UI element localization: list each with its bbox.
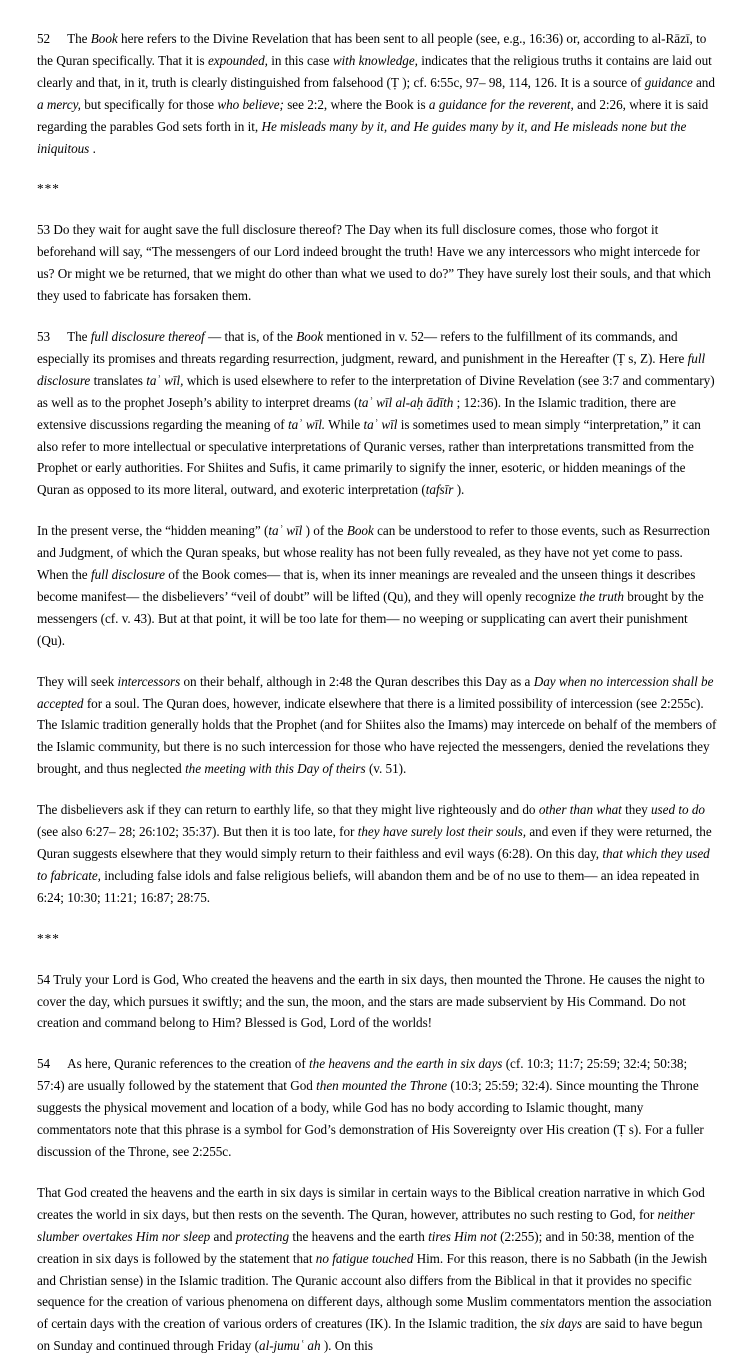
commentary-entry: 52 The Book here refers to the Divine Revelation that has been sent to all people (see, e.g., 16:36) or, according to al-Rāzī, to the Quran specifically. That it is expounded, in this case with knowledge, indicates that the religious truths it contains are laid out clearly and that, in it, truth is clearly distinguished from falsehood (Ṭ ); cf. 6:55c, 97– 98, 114, 126. It is a source of guidance and a mercy, but specifically for those who believe; see 2:2, where the Book is a guidance for the reverent, and 2:26, where it is said regarding the parables God sets forth in it, He misleads many by it, and He guides many by it, and He misleads none but the iniquitous . — [37, 31, 715, 156]
verse-text: 54 Truly your Lord is God, Who created the heavens and the earth in six days, then mounted the Throne. He causes the night to cover the day, which pursues it swiftly; and the sun, the moon, and the stars are made subservient by His Command. Do not creation and command belong to Him? Blessed is God, Lord of the worlds! — [37, 971, 705, 1031]
body-paragraph: The disbelievers ask if they can return to earthly life, so that they might live righteously and do other than what they used to do (see also 6:27– 28; 26:102; 35:37). But then it is too late, for they have surely lost their souls, and even if they were returned, the Quran suggests elsewhere that they would simply return to their faithless and evil ways (6:28). On this day, that which they used to fabricate, including false idols and false religious beliefs, will abandon them and be of no use to them— an idea repeated in 6:24; 10:30; 11:21; 16:87; 28:75. — [37, 802, 712, 905]
body-paragraph: They will seek intercessors on their behalf, although in 2:48 the Quran describes this Day as a Day when no intercession shall be accepted for a soul. The Quran does, however, indicate elsewhere that there is a limited possibility of intercession (see 2:255c). The Islamic tradition generally holds that the Prophet (and for Shiites also the Imams) may intercede on behalf of the members of the Islamic community, but there is no such intercession for those who have rejected the messengers, denied the revelations they brought, and thus neglected the meeting with this Day of theirs (v. 51). — [37, 673, 717, 777]
section-separator: *** — [37, 181, 60, 197]
verse-text: 53 Do they wait for aught save the full disclosure thereof? The Day when its full disclosure comes, those who forgot it beforehand will say, “The messengers of our Lord indeed brought the truth! Have we any intercessors who might intercede for us? Or might we be returned, that we might do other than what we used to do?” They have surely lost their souls, and that which they used to fabricate has forsaken them. — [37, 222, 711, 304]
body-paragraph: That God created the heavens and the earth in six days is similar in certain ways to the Biblical creation narrative in which God creates the world in six days, but then rests on the seventh. The Quran, however, attributes no such resting to God, for neither slumber overtakes Him nor sleep and protecting the heavens and the earth tires Him not (2:255); and in 50:38, mention of the creation in six days is followed by the statement that no fatigue touched Him. For this reason, there is no Sabbath (in the Jewish and Christian sense) in the Islamic tradition. The Quranic account also differs from the Biblical in that it provides no specific sequence for the creation of various phenomena on different days, although some Muslim commentators mention the association of certain days with the creation of various orders of creatures (IK). In the Islamic tradition, the six days are said to have begun on Sunday and continued through Friday (al-jumuʿ ah ). On this — [37, 1184, 712, 1354]
commentary-entry: 53 The full disclosure thereof — that is, of the Book mentioned in v. 52— refers to the fulfillment of its commands, and especially its promises and threats regarding resurrection, judgment, reward, and punishment in the Hereafter (Ṭ s, Z). Here full disclosure translates taʾ wīl, which is used elsewhere to refer to the interpretation of Divine Revelation (see 3:7 and commentary) as well as to the prophet Joseph’s ability to interpret dreams (taʾ wīl al-aḥ ādīth ; 12:36). In the Islamic tradition, there are extensive discussions regarding the meaning of taʾ wīl. While taʾ wīl is sometimes used to mean simply “interpretation,” it can also refer to more intellectual or speculative interpretations of Quranic verses, rather than interpretations transmitted from the Prophet or early authorities. For Shiites and Sufis, it came primarily to signify the inner, esoteric, or hidden meanings of the Quran as opposed to its more literal, outward, and exoteric interpretation (tafsīr ). — [37, 328, 715, 498]
body-paragraph: In the present verse, the “hidden meaning” (taʾ wīl ) of the Book can be understood to refer to those events, such as Resurrection and Judgment, of which the Quran speaks, but whose reality has not been fully revealed, as they have not yet come to pass. When the full disclosure of the Book comes— that is, when its inner meanings are revealed and the unseen things it describes become manifest— the disbelievers’ “veil of doubt” will be lifted (Qu), and they will openly recognize the truth brought by the messengers (cf. v. 43). But at that point, it will be too late for them— no weeping or supplicating can avert their punishment (Qu). — [37, 523, 710, 648]
page-content-column — [37, 28, 717, 1357]
commentary-entry: 54 As here, Quranic references to the creation of the heavens and the earth in six days (cf. 10:3; 11:7; 25:59; 32:4; 50:38; 57:4) are usually followed by the statement that God then mounted the Throne (10:3; 25:59; 32:4). Since mounting the Throne suggests the physical movement and location of a body, while God has no body according to Islamic thought, many commentators note that this phrase is a symbol for God’s demonstration of His Sovereignty over His creation (Ṭ s). For a fuller discussion of the Throne, see 2:255c. — [37, 1056, 704, 1159]
section-separator: *** — [37, 930, 60, 946]
